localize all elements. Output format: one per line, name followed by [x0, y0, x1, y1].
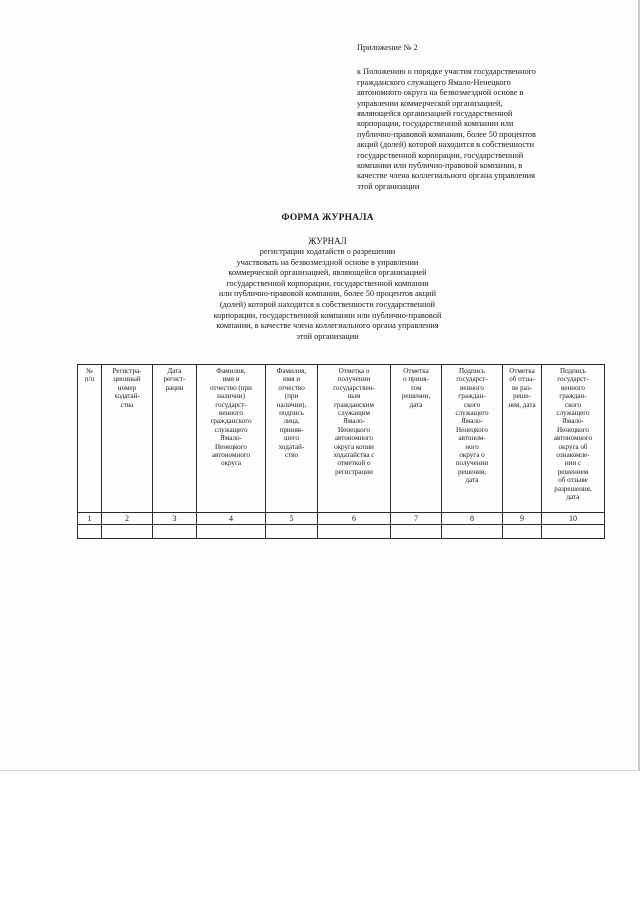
header-cell: Подпись государст- венного граждан- ского служащего Ямало- Ненецкого автономного округа об ознакомле- нии с решением об отзыве разрешения, дата [542, 365, 605, 513]
appendix-block [357, 43, 597, 192]
header-cell: Фамилия, имя и отчество (при наличии), подпись лица, приняв- шего ходатай- ство [266, 365, 318, 513]
column-number: 4 [197, 513, 266, 525]
journal-title: ЖУРНАЛ [308, 236, 347, 246]
journal-subtitle: регистрации ходатайств о разрешении участвовать на безвозмездной основе в управлении коммерческой организацией, являющейся организацией государственной корпорации, государственной компании или публично-правовой компании, более 50 процентов акций (долей) которой находится в собственности государственной корпорации, государственной компании или публично-правовой компании, в качестве члена коллегиального органа управления этой организации [213, 247, 442, 341]
empty-cell [78, 525, 102, 539]
column-number: 2 [102, 513, 153, 525]
header-cell: № п/п [78, 365, 102, 513]
column-number: 3 [153, 513, 197, 525]
header-cell: Регистра- ционный номер ходатай- ства [102, 365, 153, 513]
empty-cell [391, 525, 442, 539]
header-cell: Фамилия, имя и отчество (при наличии) государст- венного гражданского служащего Ямало- Ненецкого автономного округа [197, 365, 266, 513]
empty-cell [266, 525, 318, 539]
appendix-text: к Положению о порядке участия государственного гражданского служащего Ямало-Ненецкого автономного округа на безвозмездной основе в управлении коммерческой организацией, являющейся организацией государственной корпорации, государственной компании или публично-правовой компании, более 50 процентов акций (долей) которой находится в собственности государственной корпорации, государственной компании или публично-правовой компании, в качестве члена коллегиального органа управления этой организации [357, 67, 536, 191]
empty-cell [503, 525, 542, 539]
column-number: 1 [78, 513, 102, 525]
column-number: 10 [542, 513, 605, 525]
empty-cell [318, 525, 391, 539]
column-number-row [78, 513, 605, 525]
header-cell: Подпись государст- венного граждан- ского служащего Ямало- Ненецкого автоном- ного округа о получении решения, дата [442, 365, 503, 513]
appendix-title: Приложение № 2 [357, 43, 418, 52]
column-number: 9 [503, 513, 542, 525]
header-cell: Отметка об отзы- ве раз- реше- ния, дата [503, 365, 542, 513]
empty-table-row [78, 525, 605, 539]
column-number: 8 [442, 513, 503, 525]
form-title: ФОРМА ЖУРНАЛА [281, 213, 374, 223]
column-number: 6 [318, 513, 391, 525]
column-number: 5 [266, 513, 318, 525]
header-cell: Отметка о приня- том решении, дата [391, 365, 442, 513]
empty-cell [542, 525, 605, 539]
empty-cell [153, 525, 197, 539]
column-number: 7 [391, 513, 442, 525]
header-cell: Отметка о получении государствен- ным гражданским служащим Ямало- Ненецкого автономного округа копии ходатайства с отметкой о регистрации [318, 365, 391, 513]
empty-cell [442, 525, 503, 539]
table-header-row [78, 365, 605, 513]
empty-cell [197, 525, 266, 539]
header-cell: Дата регист- рации [153, 365, 197, 513]
empty-cell [102, 525, 153, 539]
journal-table [77, 364, 605, 539]
